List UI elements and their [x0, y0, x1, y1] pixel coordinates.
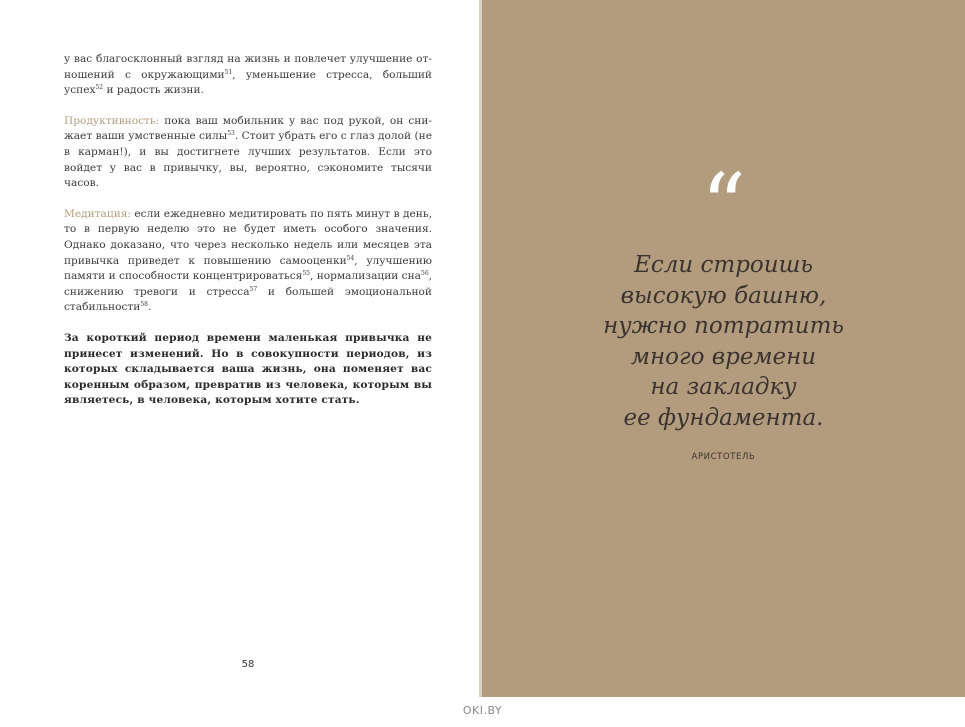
paragraph-relationships	[64, 52, 432, 99]
site-watermark: OKI.BY	[462, 704, 503, 717]
footnote-ref: 58	[140, 301, 148, 309]
footnote-ref: 56	[421, 270, 429, 278]
text-column	[64, 52, 432, 424]
quote-line: высокую башню,	[620, 282, 827, 309]
paragraph-text: пока ваш мобильник у вас под рукой, он снижает ваши умственные силы	[64, 114, 432, 143]
quote-author: АРИСТОТЕЛЬ	[691, 452, 756, 462]
paragraph-text: . Стоит убрать его с глаз долой (не в карман!), и вы достигнете лучших результатов. Если это войдет у вас в привычку, вы, вероятно, сэкономите тысячи часов.	[64, 130, 432, 190]
meditation-heading: Медитация:	[64, 207, 132, 220]
footnote-ref: 55	[302, 270, 310, 278]
paragraph-text: .	[147, 301, 152, 314]
paragraph-text: у вас благосклонный взгляд на жизнь и повлечет улучшение отношений с окружающими	[64, 53, 432, 81]
left-page	[0, 0, 479, 697]
quote-line: нужно потратить	[603, 313, 844, 339]
emphasis-paragraph: За короткий период времени маленькая привычка не принесет изменений. Но в совокупности периодов, из которых складывается ваша жизнь, она поменяет вас коренным образом, превратив из человека, которым вы являетесь, в человека, которым хотите стать.	[64, 331, 432, 407]
productivity-heading: Продуктивность:	[64, 114, 160, 127]
paragraph-productivity	[64, 114, 432, 192]
footnote-ref: 51	[224, 68, 233, 76]
quote-text	[482, 250, 965, 433]
paragraph-text: , нормализации сна	[309, 270, 421, 283]
paragraph-text: и большей эмоциональной стабильности	[64, 285, 432, 314]
quote-line: много времени	[630, 343, 817, 370]
quote-line: ее фундамента.	[623, 404, 824, 431]
right-page	[482, 0, 965, 697]
paragraph-text: если ежедневно медитировать по пять минут в день, то в первую неделю это не будет иметь особого значения. Однако доказано, что через несколько недель или месяцев эта привычка приведет к повышению самооценки	[64, 207, 432, 267]
quote-mark-icon: “	[701, 154, 746, 257]
page-number: 58	[241, 659, 255, 670]
footnote-ref: 57	[249, 285, 258, 293]
paragraph-text: , улучшению памяти и способности концентрироваться	[64, 254, 432, 283]
paragraph-text: , уменьшение стресса, больший успех	[64, 68, 432, 97]
paragraph-meditation	[64, 207, 432, 316]
footnote-ref: 54	[346, 254, 355, 262]
footnote-ref: 53	[227, 130, 235, 138]
quote-line: Если строишь	[634, 252, 813, 278]
paragraph-text: , снижению тревоги и стресса	[64, 270, 433, 298]
footnote-ref: 52	[95, 84, 104, 92]
quote-line: на закладку	[650, 374, 797, 400]
paragraph-text: и радость жизни.	[103, 84, 204, 97]
